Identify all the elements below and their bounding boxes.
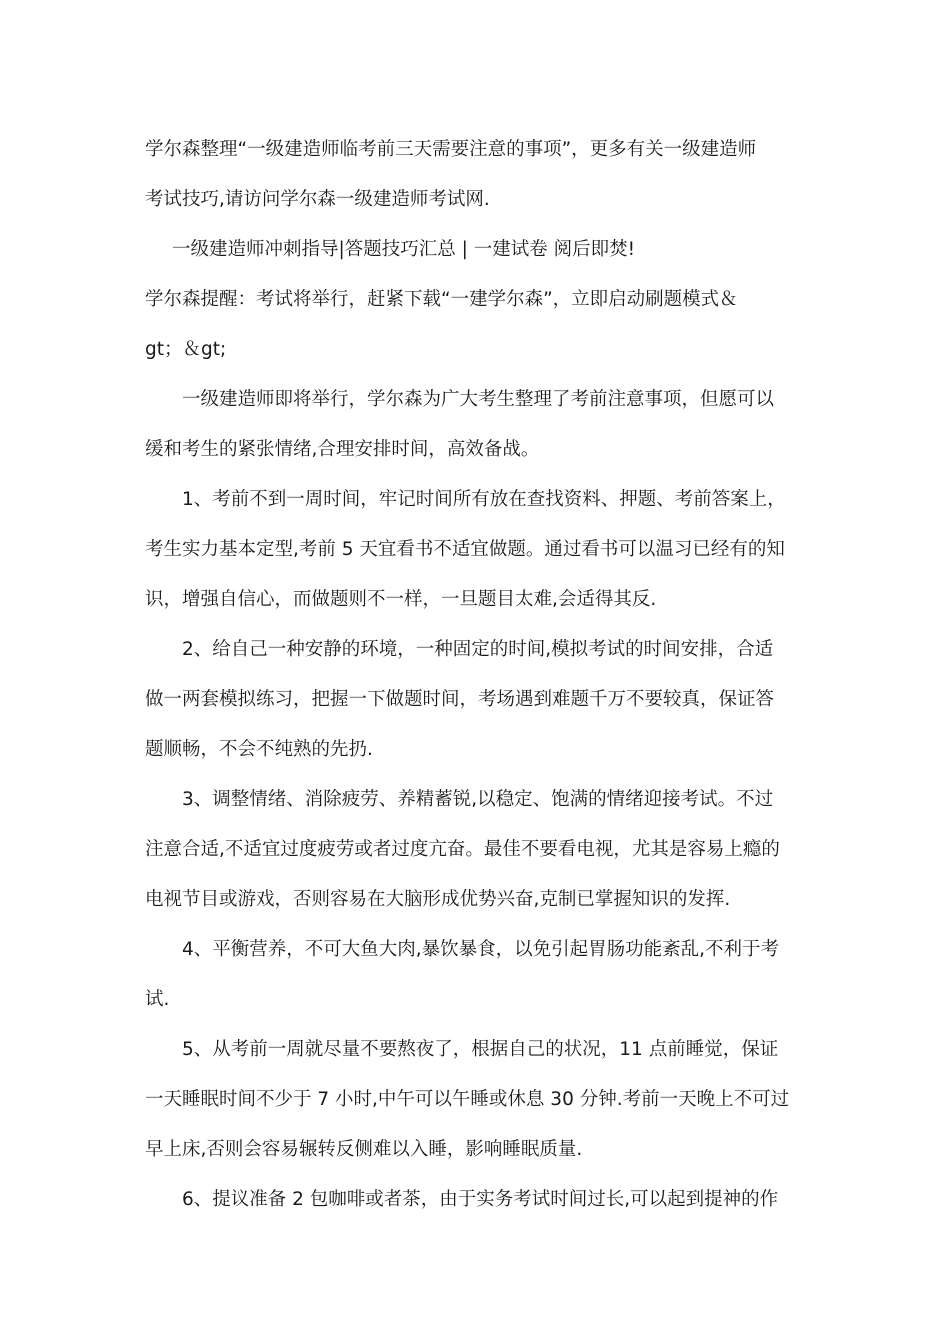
text-line: gt；＆gt; — [145, 339, 227, 360]
text-line: 考生实力基本定型,考前 5 天宜看书不适宜做题。通过看书可以温习已经有的知 — [145, 539, 785, 560]
text-line: 题顺畅，不会不纯熟的先扔. — [145, 739, 373, 760]
text-line: 6、提议准备 2 包咖啡或者茶，由于实务考试时间过长,可以起到提神的作 — [182, 1189, 779, 1210]
text-line: 学尔森提醒：考试将举行，赶紧下载“一建学尔森”，立即启动刷题模式＆ — [145, 289, 738, 310]
text-line: 缓和考生的紧张情绪,合理安排时间，高效备战。 — [145, 439, 540, 460]
text-line: 考试技巧,请访问学尔森一级建造师考试网. — [145, 189, 490, 210]
text-line: 早上床,否则会容易辗转反侧难以入睡，影响睡眠质量. — [145, 1139, 583, 1160]
text-line: 一天睡眠时间不少于 7 小时,中午可以午睡或休息 30 分钟.考前一天晚上不可过 — [145, 1089, 790, 1110]
text-line: 2、给自己一种安静的环境，一种固定的时间,模拟考试的时间安排，合适 — [182, 639, 774, 660]
text-line: 5、从考前一周就尽量不要熬夜了，根据自己的状况，11 点前睡觉，保证 — [182, 1039, 779, 1060]
link-line[interactable]: 一级建造师冲刺指导|答题技巧汇总 | 一建试卷 阅后即焚! — [172, 239, 636, 260]
text-line: 注意合适,不适宜过度疲劳或者过度亢奋。最佳不要看电视，尤其是容易上瘾的 — [145, 839, 780, 860]
text-line: 电视节目或游戏，否则容易在大脑形成优势兴奋,克制已掌握知识的发挥. — [145, 889, 731, 910]
text-line: 做一两套模拟练习，把握一下做题时间，考场遇到难题千万不要较真，保证答 — [145, 689, 775, 710]
text-line: 试. — [145, 989, 170, 1010]
text-line: 一级建造师即将举行，学尔森为广大考生整理了考前注意事项，但愿可以 — [182, 389, 775, 410]
text-line: 4、平衡营养，不可大鱼大肉,暴饮暴食，以免引起胃肠功能紊乱,不利于考 — [182, 939, 780, 960]
text-line: 3、调整情绪、消除疲劳、养精蓄锐,以稳定、饱满的情绪迎接考试。不过 — [182, 789, 774, 810]
text-line: 识，增强自信心，而做题则不一样，一旦题目太难,会适得其反. — [145, 589, 657, 610]
text-line: 学尔森整理“一级建造师临考前三天需要注意的事项”，更多有关一级建造师 — [145, 139, 757, 160]
text-line: 1、考前不到一周时间，牢记时间所有放在查找资料、押题、考前答案上， — [182, 489, 786, 510]
